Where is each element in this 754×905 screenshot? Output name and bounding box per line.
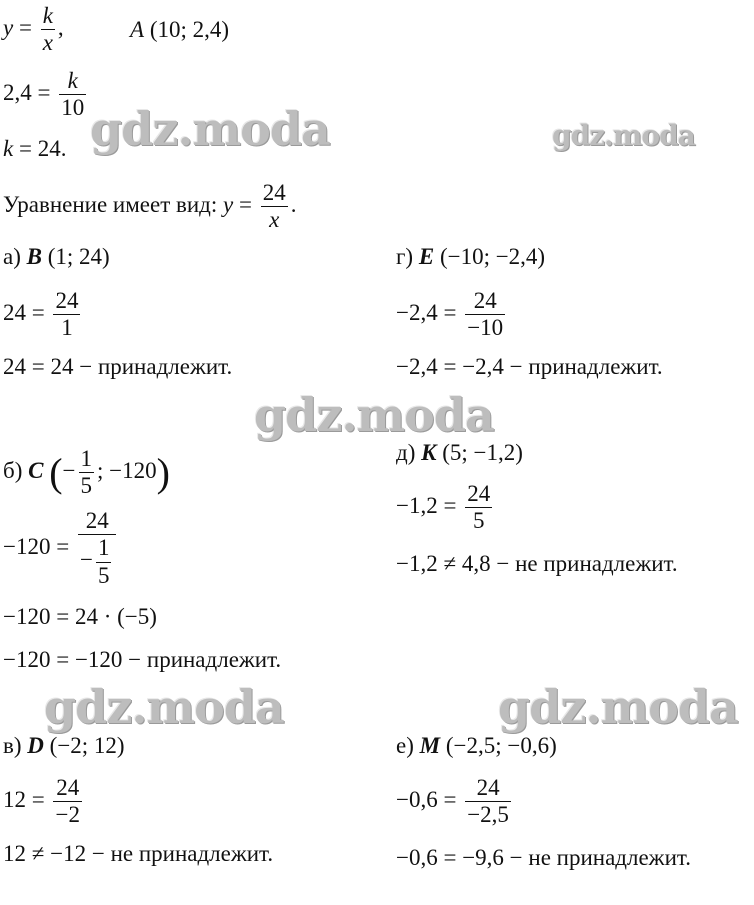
fraction: $\frac{24}{1}$ xyxy=(55,288,79,341)
k-value: k = 24. xyxy=(3,136,67,161)
item-e-header: е) M (−2,5; −0,6) xyxy=(396,733,557,758)
item-d-result: −1,2 ≠ 4,8 − не принадлежит. xyxy=(396,551,678,576)
fraction: $\frac{24}{5}$ xyxy=(467,481,491,534)
fraction: $\frac{1}{5}$ xyxy=(97,535,110,588)
item-a-result: 24 = 24 − принадлежит. xyxy=(3,354,233,379)
equation-form: Уравнение имеет вид: y = $\frac{24}{x}$ . xyxy=(3,180,297,233)
fraction: $\frac{24}{-2,5}$ xyxy=(467,775,509,828)
item-b-step: −120 = 24 · (−5) xyxy=(3,604,157,629)
fraction: $\frac{k}{10}$ xyxy=(61,68,85,121)
fraction: $\frac{24}{-10}$ xyxy=(467,288,504,341)
item-v-result: 12 ≠ −12 − не принадлежит. xyxy=(3,841,274,866)
item-d-equation: −1,2 = $\frac{24}{5}$ xyxy=(396,481,491,534)
watermark: gdz.moda xyxy=(498,680,738,734)
item-b-header: б) C (− $\frac{1}{5}$ ; −120) xyxy=(3,446,170,499)
item-v-equation: 12 = $\frac{24}{-2}$ xyxy=(3,775,80,828)
fraction: $\frac{24}{x}$ xyxy=(262,180,286,233)
item-b-result: −120 = −120 − принадлежит. xyxy=(3,647,282,672)
item-e-result: −0,6 = −9,6 − не принадлежит. xyxy=(396,845,691,870)
fraction: $\frac{24}{-2}$ xyxy=(55,775,80,828)
item-b-equation: −120 = 24 − $\frac{1}{5}$ xyxy=(3,508,119,589)
item-e-equation: −0,6 = $\frac{24}{-2,5}$ xyxy=(396,775,509,828)
fraction: $\frac{k}{x}$ xyxy=(42,3,53,56)
item-g-equation: −2,4 = $\frac{24}{-10}$ xyxy=(396,288,504,341)
given-point: A (10; 2,4) xyxy=(130,17,230,42)
watermark: gdz.moda xyxy=(44,680,284,734)
watermark: gdz.moda xyxy=(254,388,494,442)
substitution: 2,4 = $\frac{k}{10}$ xyxy=(3,68,85,121)
fraction: $\frac{1}{5}$ xyxy=(80,446,93,499)
item-d-header: д) K (5; −1,2) xyxy=(396,440,523,465)
function-formula: y = $\frac{k}{x}$ , xyxy=(3,3,64,56)
item-a-header: а) B (1; 24) xyxy=(3,244,110,269)
watermark: gdz.moda xyxy=(552,119,695,152)
item-g-result: −2,4 = −2,4 − принадлежит. xyxy=(396,354,663,379)
item-g-header: г) E (−10; −2,4) xyxy=(396,244,546,269)
fraction: 24 − $\frac{1}{5}$ xyxy=(78,508,116,589)
item-v-header: в) D (−2; 12) xyxy=(3,733,125,758)
item-a-equation: 24 = $\frac{24}{1}$ xyxy=(3,288,79,341)
watermark: gdz.moda xyxy=(90,102,330,156)
